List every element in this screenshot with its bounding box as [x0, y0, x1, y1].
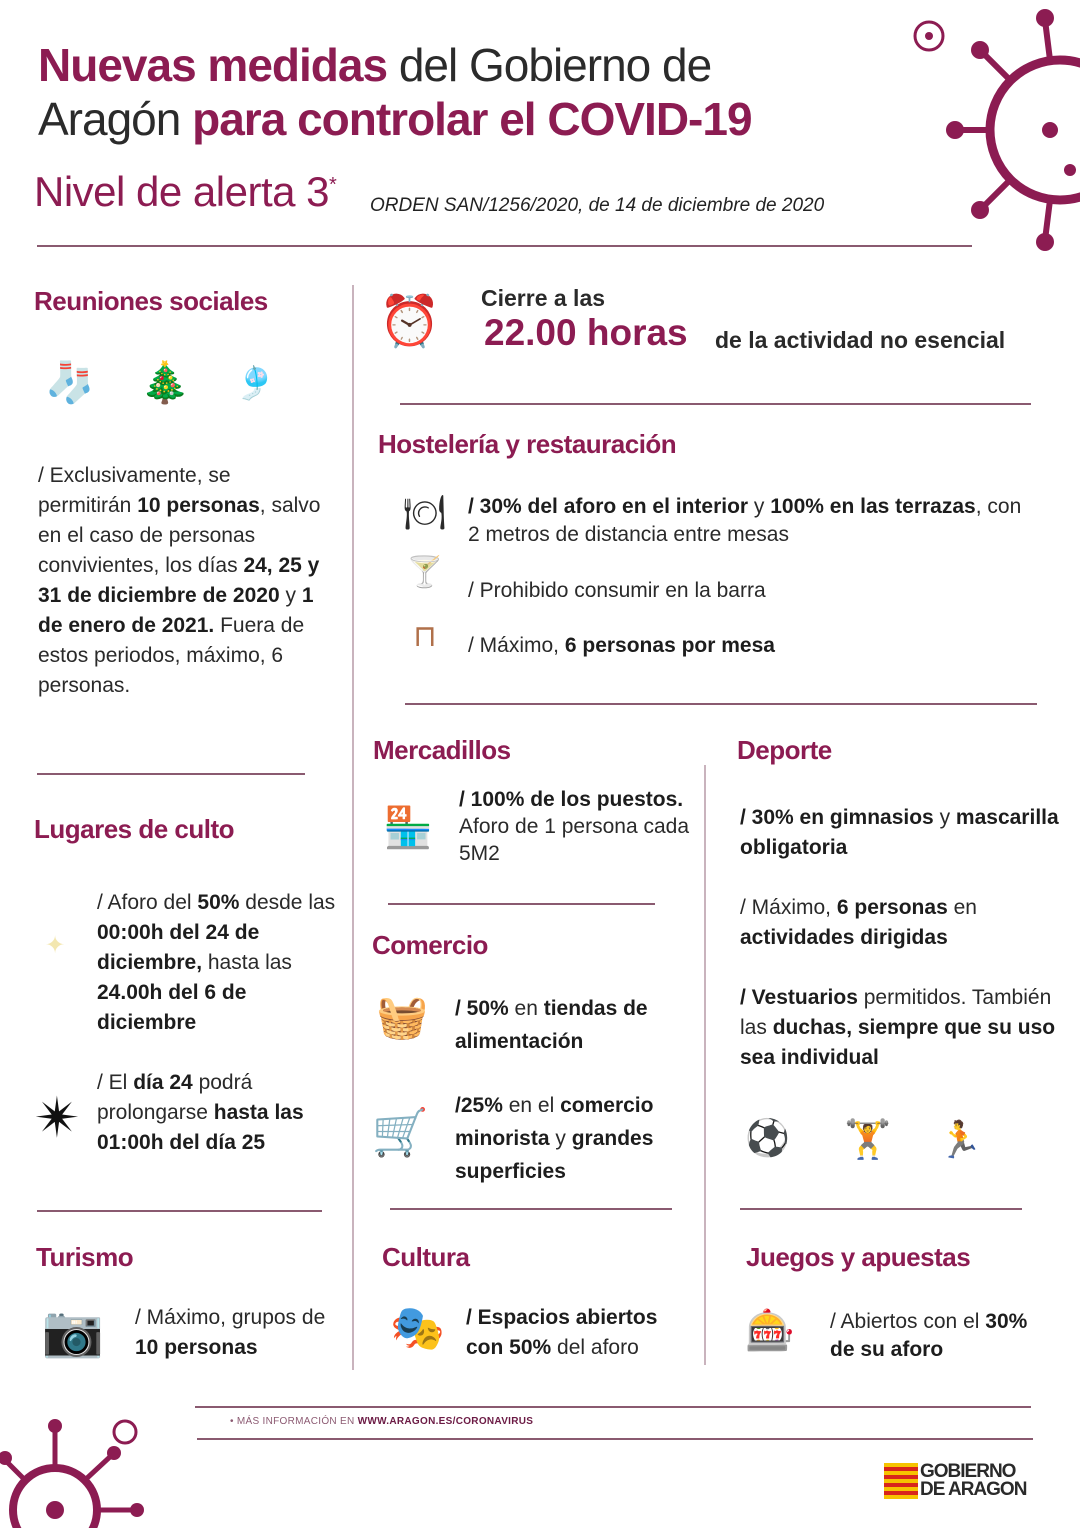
logo-line2: DE ARAGON: [920, 1479, 1027, 1500]
divider: [197, 1438, 1033, 1440]
text-segment: / Máximo, grupos de: [135, 1306, 326, 1329]
divider: [400, 403, 1031, 405]
divider: [390, 1208, 672, 1210]
reuniones-text: [38, 461, 328, 701]
text-segment: / Máximo,: [468, 634, 565, 657]
text-segment: 1 de enero de 2021.: [38, 584, 314, 637]
deporte-item: [740, 983, 1070, 1073]
alarm-clock-icon: ⏰: [378, 292, 442, 349]
market-stall-icon: 🏪: [383, 806, 433, 850]
food-basket-icon: 🧺: [376, 993, 429, 1040]
soccer-ball-icon: ⚽: [745, 1116, 790, 1158]
deporte-item: [740, 803, 1060, 863]
turismo-heading: Turismo: [36, 1242, 134, 1272]
text-segment: en: [947, 896, 977, 919]
text-segment: tiendas de alimentación: [455, 997, 648, 1053]
star-icon: ✴: [34, 1085, 81, 1149]
cultura-heading: Cultura: [382, 1242, 470, 1272]
text-segment: y: [279, 584, 302, 607]
runner-icon: 🏃: [937, 1119, 983, 1160]
table-chairs-icon: ⊓: [413, 619, 437, 653]
camera-icon: 📷: [41, 1302, 105, 1359]
alert-level: [34, 168, 336, 216]
column-divider: [352, 285, 354, 1370]
text-segment: /25%: [455, 1094, 503, 1117]
text-segment: 6 personas: [836, 896, 948, 919]
turismo-text: [135, 1303, 345, 1363]
more-info-link[interactable]: WWW.ARAGON.ES/CORONAVIRUS: [357, 1416, 534, 1427]
text-segment: / Aforo del: [97, 891, 198, 914]
text-segment: podrá prolongarse: [97, 1071, 253, 1124]
text-segment: / Prohibido consumir en la barra: [468, 579, 766, 602]
theater-masks-icon: 🎭: [390, 1303, 445, 1353]
gobierno-aragon-logo: [884, 1463, 1026, 1499]
closing-rest: de la actividad no esencial: [715, 327, 1006, 353]
text-segment: del aforo: [551, 1336, 639, 1359]
cultura-text: [466, 1303, 696, 1363]
text-segment: y: [549, 1127, 572, 1150]
text-segment: 6 personas por mesa: [564, 634, 775, 657]
juegos-heading: Juegos y apuestas: [746, 1242, 971, 1272]
text-segment: / 30% en gimnasios: [740, 806, 934, 829]
text-segment: y: [933, 806, 956, 829]
text-segment: comercio minorista: [455, 1094, 654, 1150]
text-segment: hasta las: [202, 951, 292, 974]
text-segment: / 50%: [455, 997, 509, 1020]
title-line-2: [38, 92, 938, 146]
text-segment: / Espacios abiertos con 50%: [466, 1306, 658, 1359]
text-segment: Aragón: [38, 93, 193, 145]
text-segment: actividades dirigidas: [740, 926, 948, 949]
text-segment: / El: [97, 1071, 134, 1094]
serving-cloche-icon: 🍽: [402, 493, 447, 532]
christmas-tree-icon: 🎄: [140, 361, 190, 405]
comercio-item: [455, 1089, 700, 1188]
text-segment: hasta las 01:00h del día 25: [97, 1101, 304, 1154]
light-sparkle-icon: ✦: [44, 931, 66, 959]
culto-heading: Lugares de culto: [34, 814, 235, 844]
text-segment: 10 personas: [137, 494, 260, 517]
virus-icon: [940, 0, 1080, 260]
hosteleria-item: [468, 576, 766, 606]
text-segment: del Gobierno de: [387, 39, 712, 91]
column-divider: [704, 765, 706, 1365]
divider: [37, 1210, 322, 1212]
aragon-flag-icon: [884, 1463, 918, 1499]
text-segment: grandes superficies: [455, 1127, 654, 1183]
closing-line1: Cierre a las: [481, 285, 606, 311]
casino-chips-icon: 🎰: [745, 1308, 795, 1353]
text-segment: Aforo de 1 persona cada 5M2: [459, 815, 689, 865]
text-segment: , salvo en el caso de personas convivientes, los días: [38, 494, 321, 577]
page-title: [38, 38, 938, 146]
text-segment: 24, 25 y 31 de diciembre de 2020: [38, 554, 320, 607]
weightlifting-icon: 🏋: [844, 1118, 892, 1161]
text-segment: / 100% de los puestos.: [459, 788, 684, 811]
text-segment: en: [508, 997, 544, 1020]
text-segment: día 24: [133, 1071, 193, 1094]
text-segment: / Máximo,: [740, 896, 837, 919]
juegos-text: [830, 1308, 1050, 1364]
divider: [195, 1406, 1031, 1408]
text-segment: Nuevas medidas: [38, 39, 388, 91]
text-segment: Fuera de estos periodos, máximo, 6 personas.: [38, 614, 305, 697]
title-line-1: [38, 38, 938, 92]
divider: [740, 1208, 1022, 1210]
text-segment: mascarilla obligatoria: [740, 806, 1059, 859]
text-segment: 50%: [197, 891, 240, 914]
text-segment: 24.00h del 6 de diciembre: [97, 981, 247, 1034]
text-segment: permitidos. También las: [740, 986, 1052, 1039]
culto-item: [97, 1068, 337, 1158]
text-segment: y: [748, 495, 771, 518]
mercadillos-heading: Mercadillos: [373, 735, 511, 765]
text-segment: 30% de su aforo: [830, 1310, 1028, 1361]
text-segment: / 30% del aforo en el interior: [468, 495, 749, 518]
divider: [405, 703, 1037, 705]
text-segment: en el: [502, 1094, 561, 1117]
divider: [37, 245, 972, 247]
divider: [37, 773, 305, 775]
divider: [388, 903, 655, 905]
order-reference: ORDEN SAN/1256/2020, de 14 de diciembre de 2020: [370, 195, 825, 216]
ornaments-icon: 🎐: [235, 364, 275, 401]
stocking-icon: 🧦: [45, 361, 95, 405]
more-info-label: MÁS INFORMACIÓN EN: [236, 1416, 358, 1427]
closing-time: 22.00 horas: [484, 312, 688, 353]
text-segment: duchas, siempre que su uso sea individual: [740, 1016, 1056, 1069]
alert-footnote-mark: *: [329, 174, 337, 196]
text-segment: desde las: [239, 891, 336, 914]
text-segment: / Vestuarios: [740, 986, 858, 1009]
comercio-heading: Comercio: [372, 930, 488, 960]
text-segment: , con 2 metros de distancia entre mesas: [468, 495, 1022, 546]
mercadillos-text: [459, 786, 689, 867]
hosteleria-item: [468, 493, 1033, 549]
comercio-item: [455, 992, 695, 1058]
text-segment: 00:00h del 24 de diciembre,: [97, 921, 260, 974]
text-segment: / Abiertos con el: [830, 1310, 986, 1333]
deporte-heading: Deporte: [737, 735, 832, 765]
hosteleria-item: [468, 631, 775, 661]
hosteleria-heading: Hostelería y restauración: [378, 429, 677, 459]
reuniones-heading: Reuniones sociales: [34, 286, 268, 316]
alert-level-text: Nivel de alerta 3: [34, 168, 329, 215]
shopping-cart-icon: 🛒: [371, 1106, 430, 1158]
text-segment: para controlar el COVID-19: [192, 93, 752, 145]
virus-icon: [0, 1410, 150, 1528]
deporte-item: [740, 893, 1060, 953]
text-segment: / Exclusivamente, se permitirán: [38, 464, 231, 517]
culto-item: [97, 888, 347, 1038]
text-segment: 10 personas: [135, 1336, 258, 1359]
more-info: • MÁS INFORMACIÓN EN WWW.ARAGON.ES/CORONAVIRUS: [230, 1416, 534, 1427]
cocktail-icon: 🍸: [406, 556, 444, 589]
logo-line1: GOBIERNO: [920, 1461, 1016, 1482]
text-segment: 100% en las terrazas: [770, 495, 976, 518]
